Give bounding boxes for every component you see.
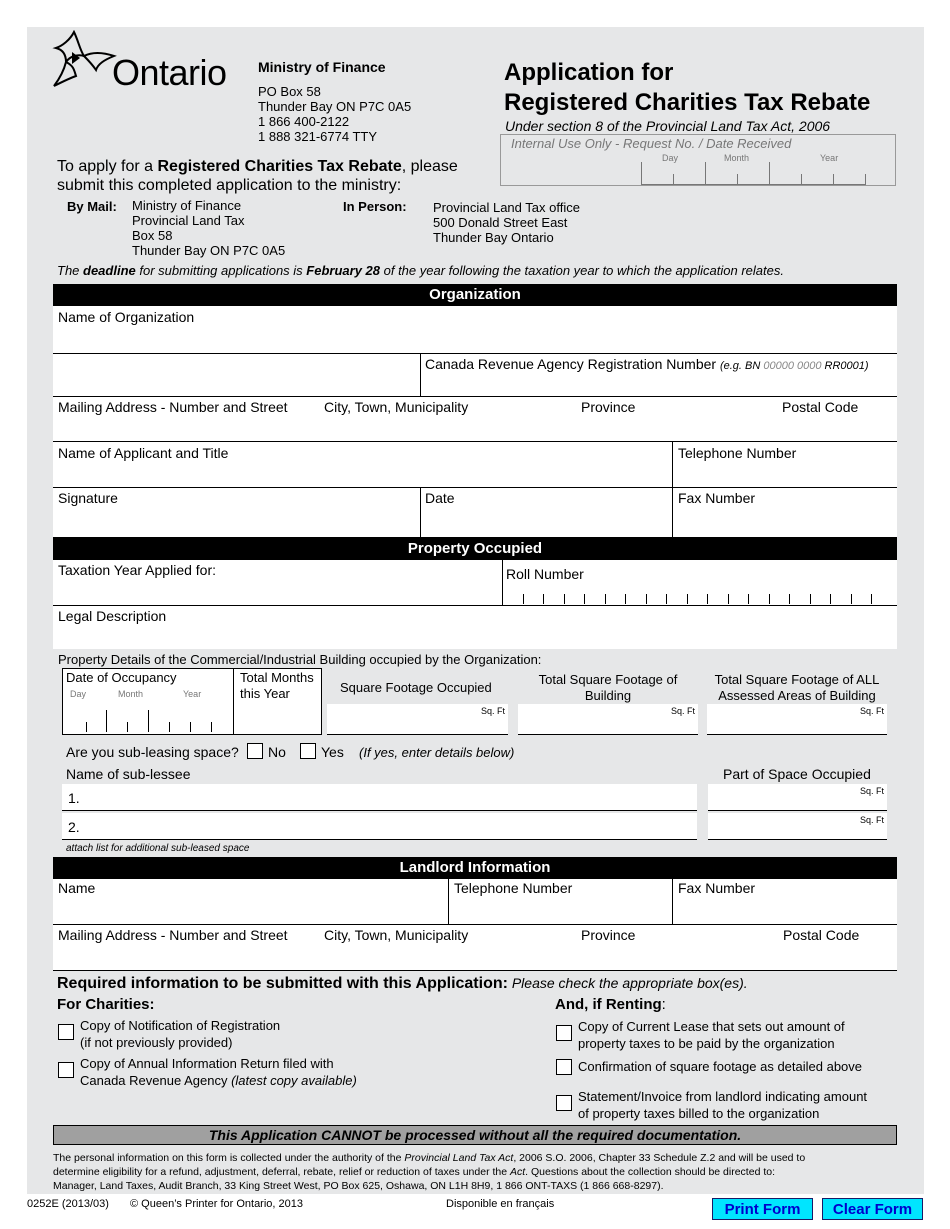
tax-year-field[interactable] [54, 578, 501, 604]
applicant-name-field[interactable] [54, 460, 671, 486]
subleasing-if-yes-note: (If yes, enter details below) [359, 745, 515, 760]
subleasing-question: Are you sub-leasing space? [66, 744, 239, 760]
landlord-statement-checkbox[interactable] [556, 1095, 572, 1111]
org-province-label: Province [581, 399, 636, 415]
landlord-statement-label: Statement/Invoice from landlord indicating amount of property taxes billed to the organization [578, 1089, 868, 1121]
deadline-notice: The deadline for submitting applications is February 28 of the year following the taxation year to which the application relates. [57, 263, 784, 278]
applicant-name-label: Name of Applicant and Title [58, 445, 229, 461]
annual-return-label: Copy of Annual Information Return filed with Canada Revenue Agency (latest copy available) [80, 1056, 357, 1088]
subleasing-no-checkbox[interactable] [247, 743, 263, 759]
sublessee-1-field[interactable] [62, 784, 697, 811]
sqft-occupied-label: Square Footage Occupied [340, 680, 492, 695]
landlord-fax-field[interactable] [673, 896, 897, 923]
cra-registration-field[interactable] [421, 374, 897, 396]
notification-registration-label: Copy of Notification of Registration (if not previously provided) [80, 1018, 281, 1050]
sublessee-1-space-field[interactable]: Sq. Ft [708, 784, 887, 811]
landlord-fax-label: Fax Number [678, 880, 756, 896]
ontario-trillium-logo [52, 30, 118, 90]
in-person-label: In Person: [343, 199, 407, 214]
org-fax-field[interactable] [673, 506, 897, 536]
signature-label: Signature [58, 490, 118, 506]
cra-registration-label: Canada Revenue Agency Registration Number (e.g. BN 00000 0000 RR0001) [425, 356, 869, 372]
property-heading: Property Occupied [53, 538, 897, 560]
sublessee-name-label: Name of sub-lessee [66, 766, 191, 782]
internal-month-label: Month [724, 153, 750, 163]
total-sqft-label: Total Square Footage of Building [538, 672, 678, 703]
landlord-mailing-label: Mailing Address - Number and Street [58, 927, 288, 943]
organization-name-label: Name of Organization [58, 309, 195, 325]
current-lease-checkbox[interactable] [556, 1025, 572, 1041]
part-of-space-label: Part of Space Occupied [723, 766, 871, 782]
org-telephone-label: Telephone Number [678, 445, 797, 461]
org-mailing-label: Mailing Address - Number and Street [58, 399, 288, 415]
signature-field[interactable] [54, 506, 419, 536]
form-title: Application for Registered Charities Tax Rebate [504, 59, 871, 116]
form-number: 0252E (2013/03) [27, 1198, 109, 1210]
brand-wordmark: Ontario [112, 52, 227, 93]
legal-description-label: Legal Description [58, 608, 167, 624]
landlord-heading: Landlord Information [53, 857, 897, 879]
sublessee-2-field[interactable] [62, 813, 697, 840]
clear-form-button[interactable]: Clear Form [822, 1198, 923, 1220]
organization-heading: Organization [53, 284, 897, 306]
occupancy-month-label: Month [118, 689, 144, 699]
ministry-name: Ministry of Finance [258, 59, 386, 75]
internal-use-label: Internal Use Only - Request No. / Date Received [511, 136, 792, 151]
attach-list-note: attach list for additional sub-leased space [66, 843, 250, 854]
sublessee-1-number: 1. [68, 790, 80, 806]
landlord-name-label: Name [58, 880, 96, 896]
copyright-notice: © Queen’s Printer for Ontario, 2013 [130, 1198, 303, 1210]
property-details-label: Property Details of the Commercial/Industrial Building occupied by the Organization: [58, 652, 542, 667]
cannot-process-banner: This Application CANNOT be processed without all the required documentation. [53, 1125, 897, 1145]
form-subtitle: Under section 8 of the Provincial Land Tax Act, 2006 [505, 118, 831, 134]
date-label: Date [425, 490, 455, 506]
landlord-telephone-field[interactable] [449, 896, 671, 923]
subleasing-yes-label: Yes [321, 744, 344, 760]
by-mail-label: By Mail: [67, 199, 117, 214]
notification-registration-checkbox[interactable] [58, 1024, 74, 1040]
for-charities-label: For Charities: [57, 996, 155, 1013]
privacy-statement: The personal information on this form is collected under the authority of the Provincial Land Tax Act, 2006 S.O. 2006, Chapter 33 Schedule Z.2 and will be used to determine eligibility for a refund, adjustment, deferral, rebate, relief or reduction of taxes under the Act. Questions about the collection should be directed to: Manager, Land Taxes, Audit Branch, 33 King Street West, PO Box 625, Oshawa, ON L1H 8H9, 1 866 ONT-TAXS (1 866 668-8297). [53, 1152, 806, 1192]
occupancy-year-label: Year [183, 689, 202, 699]
roll-number-field[interactable] [503, 586, 897, 604]
org-city-label: City, Town, Municipality [324, 399, 469, 415]
org-fax-label: Fax Number [678, 490, 756, 506]
all-sqft-label: Total Square Footage of ALL Assessed Areas of Building [714, 672, 880, 703]
landlord-name-field[interactable] [54, 896, 447, 923]
roll-number-label: Roll Number [506, 566, 584, 582]
sublessee-2-number: 2. [68, 819, 80, 835]
landlord-telephone-label: Telephone Number [454, 880, 573, 896]
total-sqft-field[interactable]: Sq. Ft [518, 704, 698, 735]
landlord-city-label: City, Town, Municipality [324, 927, 469, 943]
sqft-confirmation-label: Confirmation of square footage as detailed above [578, 1059, 863, 1074]
in-person-address: Provincial Land Tax office 500 Donald Street East Thunder Bay Ontario [433, 200, 580, 245]
landlord-province-label: Province [581, 927, 636, 943]
intro-text: To apply for a Registered Charities Tax Rebate, please submit this completed application to the ministry: [57, 158, 458, 194]
org-postal-label: Postal Code [782, 399, 859, 415]
required-info-heading: Required information to be submitted with this Application: Please check the appropriate box(es). [57, 975, 748, 992]
sqft-confirmation-checkbox[interactable] [556, 1059, 572, 1075]
by-mail-address: Ministry of Finance Provincial Land Tax Box 58 Thunder Bay ON P7C 0A5 [132, 198, 286, 258]
occupancy-label: Date of Occupancy [66, 670, 177, 685]
sublessee-2-space-field[interactable]: Sq. Ft [708, 813, 887, 840]
org-telephone-field[interactable] [673, 460, 897, 486]
subleasing-yes-checkbox[interactable] [300, 743, 316, 759]
sqft-occupied-field[interactable]: Sq. Ft [327, 704, 508, 735]
french-available-note: Disponible en français [446, 1198, 555, 1210]
occupancy-day-label: Day [70, 689, 87, 699]
current-lease-label: Copy of Current Lease that sets out amount of property taxes to be paid by the organization [578, 1019, 845, 1051]
subleasing-no-label: No [268, 744, 286, 760]
if-renting-label: And, if Renting: [555, 996, 666, 1013]
annual-return-checkbox[interactable] [58, 1062, 74, 1078]
print-form-button[interactable]: Print Form [712, 1198, 813, 1220]
total-months-label: Total Months this Year [240, 670, 314, 701]
tax-year-label: Taxation Year Applied for: [58, 562, 217, 578]
total-months-field[interactable] [234, 704, 321, 734]
legal-description-field[interactable] [53, 606, 897, 649]
internal-year-label: Year [820, 153, 839, 163]
landlord-postal-label: Postal Code [783, 927, 860, 943]
all-sqft-field[interactable]: Sq. Ft [707, 704, 887, 735]
date-field[interactable] [421, 506, 671, 536]
internal-day-label: Day [662, 153, 679, 163]
internal-date-line [641, 184, 866, 185]
ministry-address: PO Box 58 Thunder Bay ON P7C 0A5 1 866 400-2122 1 888 321-6774 TTY [258, 84, 412, 144]
